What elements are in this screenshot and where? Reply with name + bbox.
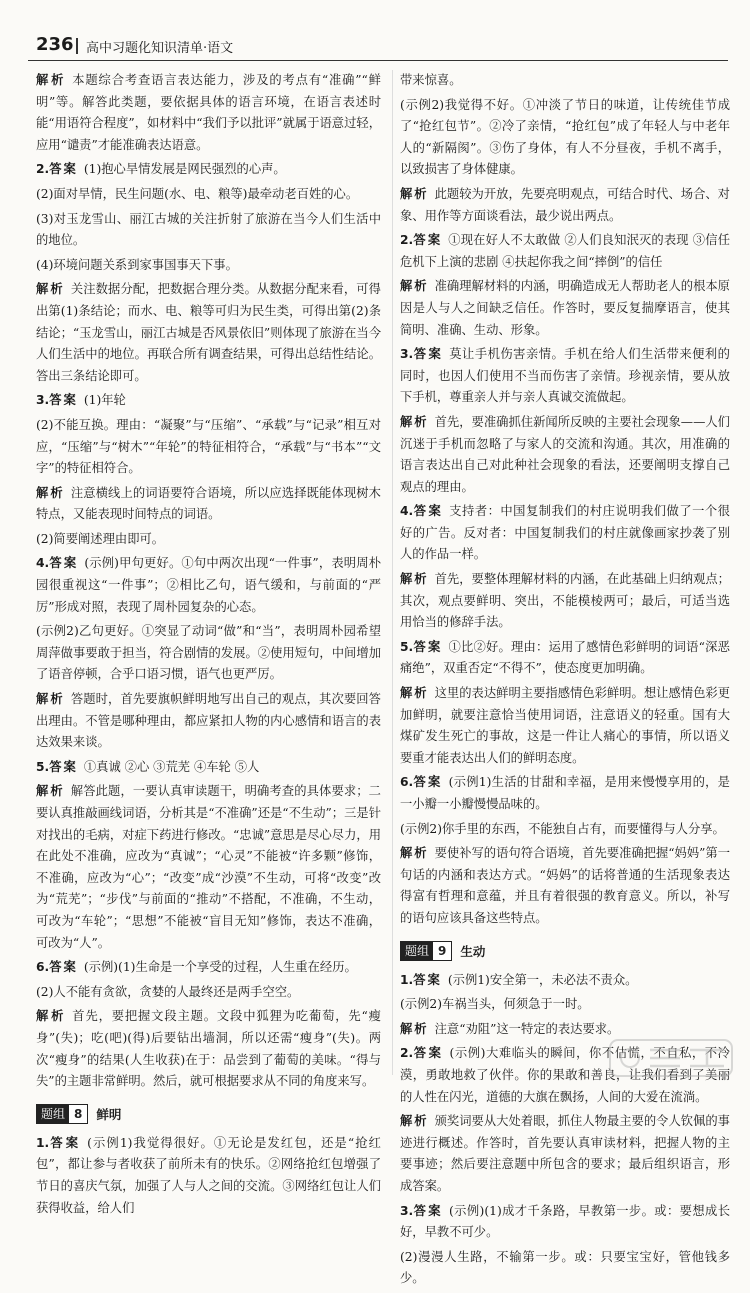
group-heading-8 xyxy=(36,1103,381,1125)
answer-label: 答案 xyxy=(413,775,443,790)
item-number: 1. xyxy=(400,972,414,987)
entry-text: 解答此题，一要认真审读题干，明确考查的具体要求；二要认真推敲画线词语，分析其是“不准确”还是“不生动”；三是针对找出的毛病，对症下药进行修改。“忠诚”意思是尽心尽力，用在此处不准确，应改为“真诚”；“心灵”不能被“许多颗”修饰，不准确，应改为“心”；“改变”成“沙漠”不生动，可将“改变”改为“荒芜”；“步伐”与前面的“推动”不搭配，不准确，不生动，可改为“车轮”；“思想”不能被“盲目无知”修饰，表达不准确，可改为“人”。 xyxy=(36,784,381,950)
entry-text: 注意横线上的词语要符合语境，所以应选择既能体现树木特点，又能表现时间特点的词语。 xyxy=(36,485,381,522)
entry-text: 莫让手机伤害亲情。手机在给人们生活带来便利的同时，也因人们使用不当而伤害了亲情。珍视亲情，要从放下手机，尊重亲人并与亲人真诚交流做起。 xyxy=(400,347,730,405)
analysis-label: 解析 xyxy=(400,686,429,701)
entry-text: ①真诚 ②心 ③荒芜 ④车轮 ⑤人 xyxy=(83,759,260,774)
analysis-label: 解析 xyxy=(400,572,429,587)
entry-text: 颁奖词要从大处着眼，抓住人物最主要的令人钦佩的事迹进行概述。作答时，首先要认真审读材料，把握人物的主要事迹；然后要注意题中所包含的要求；最后组织语言，形成答案。 xyxy=(400,1114,730,1193)
entry-text: (4)环境问题关系到家事国事天下事。 xyxy=(36,257,238,272)
analysis-label: 解析 xyxy=(36,1009,67,1024)
group-number: 9 xyxy=(433,942,451,960)
header-divider xyxy=(76,38,78,54)
group-tag xyxy=(36,1104,88,1124)
book-title: 高中习题化知识清单·语文 xyxy=(86,41,234,56)
entry-text: 答题时，首先要旗帜鲜明地写出自己的观点，其次要回答出理由。不管是哪种理由，都应紧扣人物的内心感情和语言的表达效果来谈。 xyxy=(36,692,381,750)
entry-text: 这里的表达鲜明主要指感情色彩鲜明。想让感情色彩更加鲜明，就要注意恰当使用词语，注意语义的轻重。国有大煤矿发生死亡的事故，这是一件让人痛心的事情，所以语义要重才能表达出人们的鲜明态度。 xyxy=(400,686,730,765)
entry-text: ①比②好。理由：运用了感情色彩鲜明的词语“深恶痛绝”，双重否定“不得不”，使态度更加明确。 xyxy=(400,639,730,676)
item-number: 3. xyxy=(400,1203,414,1218)
entry-text: 准确理解材料的内涵，明确造成无人帮助老人的根本原因是人与人之间缺乏信任。作答时，要反复揣摩语言，使其简明、准确、生动、形象。 xyxy=(400,279,730,337)
page-number: 236 xyxy=(36,34,74,55)
entry-text: (2)人不能有贪欲，贪婪的人最终还是两手空空。 xyxy=(36,984,300,999)
item-number: 4. xyxy=(400,504,414,519)
item-number: 6. xyxy=(36,960,50,975)
group-title: 生动 xyxy=(460,943,486,959)
analysis-label: 解析 xyxy=(400,186,429,201)
left-column xyxy=(36,70,381,1222)
group-title: 鲜明 xyxy=(96,1106,122,1122)
entry-text: 首先，要整体理解材料的内涵，在此基础上归纳观点；其次，观点要鲜明、突出，不能模棱两可；最后，可适当选用恰当的修辞手法。 xyxy=(400,572,730,630)
entry-text: (示例1)安全第一，未必法不责众。 xyxy=(447,972,638,987)
analysis-label: 解析 xyxy=(36,73,67,87)
analysis-label: 解析 xyxy=(400,846,429,861)
right-column xyxy=(400,70,730,1293)
group-tag xyxy=(400,941,452,961)
group-prefix: 题组 xyxy=(401,942,433,960)
column-divider xyxy=(392,70,393,1075)
entry-text: 首先，要把握文段主题。文段中狐狸为吃葡萄，先“瘦身”(失)；吃(吧)(得)后要钻出墙洞，所以还需“瘦身”(失)。两次“瘦身”的结果(人生收获)在于：品尝到了葡萄的美味。“得与失”的主题非常鲜明。然后，就可根据要求从不同的角度来写。 xyxy=(36,1009,381,1089)
entry-text: (2)不能互换。理由：“凝聚”与“压缩”、“承载”与“记录”相互对应，“压缩”与“树木”“年轮”的特征相符合，“承载”与“书本”“文字”的特征相符合。 xyxy=(36,417,381,476)
group-number: 8 xyxy=(69,1105,87,1123)
answer-label: 答案 xyxy=(49,960,78,975)
entry-text: 要使补写的语句符合语境，首先要准确把握“妈妈”第一句话的内涵和表达方式。“妈妈”的话将普通的生活现象表达得富有哲理和意蕴，并且有着很强的教育意义。所以，补写的语句应该具备这些特点。 xyxy=(400,846,731,925)
analysis-label: 解析 xyxy=(36,282,65,297)
answer-label: 答案 xyxy=(413,972,442,987)
group-prefix: 题组 xyxy=(37,1105,69,1123)
answer-label: 答案 xyxy=(413,639,443,654)
analysis-label: 解析 xyxy=(400,414,429,429)
answer-label: 答案 xyxy=(413,1203,443,1218)
analysis-label: 解析 xyxy=(400,279,429,294)
item-number: 5. xyxy=(400,639,414,654)
entry-text: (示例1)我觉得很好。①无论是发红包，还是“抢红包”，都让参与者收获了前所未有的快乐。②网络抢红包增强了节日的喜庆气氛，加强了人与人之间的交流。③网络红包让人们获得收益，给人们 xyxy=(36,1135,381,1215)
entry-text: 首先，要准确抓住新闻所反映的主要社会现象——人们沉迷于手机而忽略了与家人的交流和沟通。其次，用准确的语言表达出自己对此种社会现象的看法，还要阐明支撑自己观点的理由。 xyxy=(400,414,730,494)
answer-label: 答案 xyxy=(413,233,443,248)
answer-label: 答案 xyxy=(49,393,78,408)
entry-text: (示例)甲句更好。①句中两次出现“一件事”，表明周朴园很重视这“一件事”；②相比乙句，语气缓和，与前面的“严厉”形成对照，表现了周朴园复杂的心态。 xyxy=(36,556,381,614)
entry-text: 带来惊喜。 xyxy=(400,73,462,87)
entry-text: (2)简要阐述理由即可。 xyxy=(36,531,165,546)
entry-text: (2)面对旱情，民生问题(水、电、粮等)最牵动老百姓的心。 xyxy=(36,186,359,201)
entry-text: 注意“劝阻”这一特定的表达要求。 xyxy=(434,1021,620,1036)
answer-label: 答案 xyxy=(49,1135,82,1150)
entry-text: (1)年轮 xyxy=(83,393,126,408)
entry-text: 关注数据分配，把数据合理分类。从数据分配来看，可得出第(1)条结论；而水、电、粮等可归为民生类，可得出第(2)条结论；“玉龙雪山，丽江古城是否风景依旧”则体现了旅游在当今人们生活中的地位。再联合所有调查结果，可得出总结性结论。答出三条结论即可。 xyxy=(36,282,381,383)
item-number: 6. xyxy=(400,775,414,790)
item-number: 2. xyxy=(36,162,50,177)
answer-label: 答案 xyxy=(413,504,444,519)
entry-text: (示例2)我觉得不好。①冲淡了节日的味道，让传统佳节成了“抢红包节”。②冷了亲情，“抢红包”成了年轻人与中老年人的“新隔阂”。③伤了身体，有人不分昼夜，手机不离手，以致损害了身体健康。 xyxy=(400,97,730,177)
entry-text: (2)漫漫人生路，不输第一步。或：只要宝宝好，管他钱多少。 xyxy=(400,1249,730,1286)
entry-text: (示例2)车祸当头，何须急于一时。 xyxy=(400,997,590,1012)
entry-text: (示例2)乙句更好。①突显了动词“做”和“当”，表明周朴园希望周萍做事要敢于担当，符合剧情的发展。②使用短句，中间增加了语音停顿，合乎口语习惯，语气也更严厉。 xyxy=(36,624,381,682)
entry-text: (1)抱心旱情发展是网民强烈的心声。 xyxy=(83,162,286,177)
answer-label: 答案 xyxy=(49,556,79,571)
item-number: 3. xyxy=(400,347,414,362)
watermark-logo xyxy=(606,1034,736,1082)
analysis-label: 解析 xyxy=(400,1114,429,1129)
item-number: 4. xyxy=(36,556,50,571)
answer-label: 答案 xyxy=(413,347,444,362)
entry-text: (示例2)你手里的东西，不能独自占有，而要懂得与人分享。 xyxy=(400,821,725,836)
group-heading-9 xyxy=(400,940,730,962)
page-header xyxy=(28,32,728,61)
item-number: 2. xyxy=(400,1046,414,1061)
answer-label: 答案 xyxy=(49,759,78,774)
entry-text: (示例)(1)生命是一个享受的过程，人生重在经历。 xyxy=(83,960,357,975)
analysis-label: 解析 xyxy=(36,784,65,799)
analysis-label: 解析 xyxy=(36,485,65,500)
entry-text: (3)对玉龙雪山、丽江古城的关注折射了旅游在当今人们生活中的地位。 xyxy=(36,211,381,248)
item-number: 1. xyxy=(36,1135,50,1150)
entry-text: ①现在好人不太敢做 ②人们良知泯灭的表现 ③信任危机下上演的悲剧 ④扶起你我之间“摔倒”的信任 xyxy=(400,233,730,269)
item-number: 5. xyxy=(36,759,50,774)
analysis-label: 解析 xyxy=(400,1021,429,1036)
entry-text: 本题综合考查语言表达能力，涉及的考点有“准确”“鲜明”等。解答此类题，要依据具体的语言环境，在语言表述时能“用语符合程度”，如材料中“我们予以批评”就属于语意过轻，应用“谴责”才能准确表达语意。 xyxy=(36,73,381,152)
answer-label: 答案 xyxy=(413,1046,444,1061)
item-number: 2. xyxy=(400,233,414,248)
item-number: 3. xyxy=(36,393,50,408)
entry-text: (示例)大难临头的瞬间，你不估慌，不自私，不冷漠，勇敢地救了伙伴。你的果敢和善良，让我们看到了美丽的人性在闪光，道德的大旗在飘扬，人间的大爱在流淌。 xyxy=(400,1046,730,1104)
entry-text: (示例1)生活的甘甜和幸福，是用来慢慢享用的，是一小瓣一小瓣慢慢品味的。 xyxy=(400,775,730,811)
analysis-label: 解析 xyxy=(36,692,65,707)
entry-text: 支持者：中国复制我们的村庄说明我们做了一个很好的广告。反对者：中国复制我们的村庄就像画家抄袭了别人的作品一样。 xyxy=(400,504,730,562)
entry-text: 此题较为开放，先要亮明观点，可结合时代、场合、对象、用作等方面谈看法，最少说出两点。 xyxy=(400,186,730,223)
entry-text: (示例)(1)成才千条路，早教第一步。或：要想成长好，早教不可少。 xyxy=(400,1203,730,1240)
answer-label: 答案 xyxy=(49,162,78,177)
